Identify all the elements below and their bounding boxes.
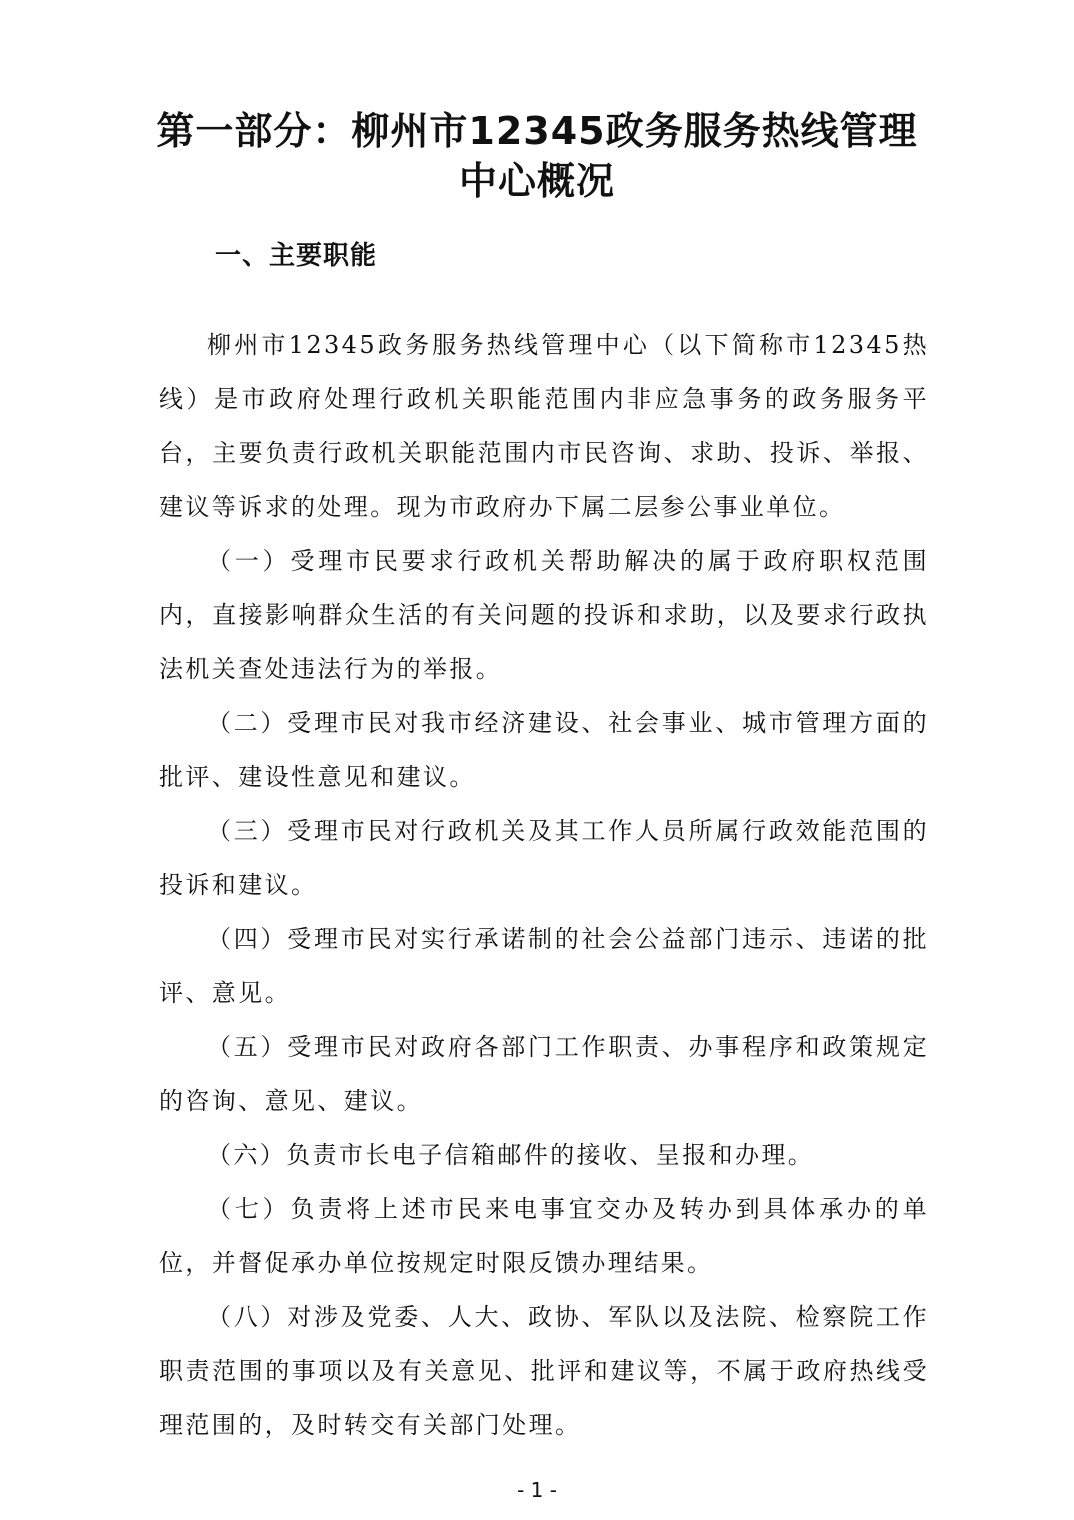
paragraph-item-2: （二）受理市民对我市经济建设、社会事业、城市管理方面的批评、建设性意见和建议。 bbox=[159, 709, 929, 791]
paragraph-item-1: （一）受理市民要求行政机关帮助解决的属于政府职权范围内，直接影响群众生活的有关问题的投诉和求助，以及要求行政执法机关查处违法行为的举报。 bbox=[159, 547, 929, 683]
paragraph-item-6: （六）负责市长电子信箱邮件的接收、呈报和办理。 bbox=[207, 1141, 815, 1169]
section-heading: 一、主要职能 bbox=[215, 241, 378, 271]
page-title-line-2: 中心概况 bbox=[458, 159, 615, 203]
body-text bbox=[159, 318, 929, 1452]
page-number: - 1 - bbox=[517, 1478, 557, 1502]
paragraph-item-3: （三）受理市民对行政机关及其工作人员所属行政效能范围的投诉和建议。 bbox=[159, 817, 929, 899]
paragraph-intro: 柳州市12345政务服务热线管理中心（以下简称市12345热线）是市政府处理行政机关职能范围内非应急事务的政务服务平台，主要负责行政机关职能范围内市民咨询、求助、投诉、举报、建议等诉求的处理。现为市政府办下属二层参公事业单位。 bbox=[159, 331, 929, 521]
page-title-line-1: 第一部分：柳州市12345政务服务热线管理 bbox=[156, 109, 918, 153]
paragraph-item-8: （八）对涉及党委、人大、政协、军队以及法院、检察院工作职责范围的事项以及有关意见、批评和建议等，不属于政府热线受理范围的，及时转交有关部门处理。 bbox=[159, 1303, 929, 1439]
page-title bbox=[120, 106, 954, 206]
paragraph-item-5: （五）受理市民对政府各部门工作职责、办事程序和政策规定的咨询、意见、建议。 bbox=[159, 1033, 929, 1115]
paragraph-item-4: （四）受理市民对实行承诺制的社会公益部门违示、违诺的批评、意见。 bbox=[159, 925, 929, 1007]
paragraph-item-7: （七）负责将上述市民来电事宜交办及转办到具体承办的单位，并督促承办单位按规定时限反馈办理结果。 bbox=[159, 1195, 929, 1277]
